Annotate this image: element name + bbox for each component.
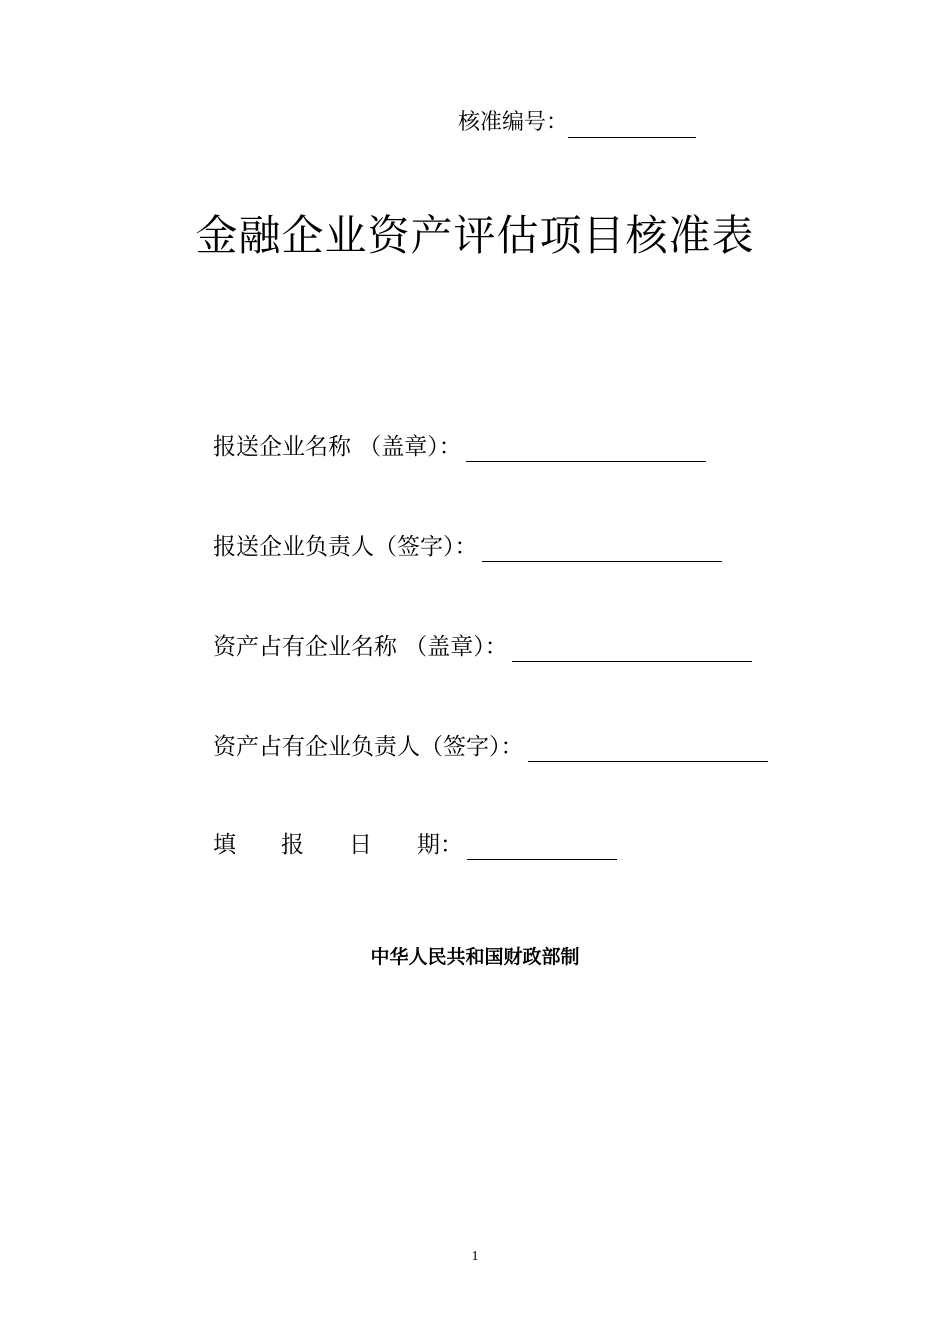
fill-date-blank[interactable] — [467, 833, 617, 860]
submitting-principal-label: 报送企业负责人（签字）： — [213, 534, 478, 560]
asset-holder-principal-blank[interactable] — [528, 735, 768, 762]
fill-date-char-3: 日 — [349, 832, 372, 858]
page-title: 金融企业资产评估项目核准表 — [195, 211, 755, 260]
form-row-submitting-principal — [213, 532, 722, 562]
form-row-asset-holder-company — [213, 632, 752, 662]
submitting-principal-blank[interactable] — [482, 535, 722, 562]
form-row-submitting-company — [213, 432, 706, 462]
approval-number-label: 核准编号： — [458, 110, 569, 135]
submitting-company-label: 报送企业名称 （盖章）： — [213, 434, 462, 460]
asset-holder-company-blank[interactable] — [512, 635, 752, 662]
asset-holder-company-label: 资产占有企业名称 （盖章）： — [213, 634, 508, 660]
asset-holder-principal-label: 资产占有企业负责人（签字）： — [213, 734, 524, 760]
fill-date-char-1: 填 — [213, 832, 236, 858]
form-row-fill-date — [213, 830, 617, 860]
fill-date-char-4: 期： — [417, 832, 463, 858]
approval-number-blank[interactable] — [568, 115, 696, 138]
fill-date-char-2: 报 — [281, 832, 304, 858]
form-row-asset-holder-principal — [213, 732, 768, 762]
page-number: 1 — [471, 1249, 479, 1264]
submitting-company-blank[interactable] — [466, 435, 706, 462]
approval-number — [458, 108, 696, 138]
issuer-line: 中华人民共和国财政部制 — [370, 946, 580, 968]
fill-date-label — [213, 830, 463, 860]
